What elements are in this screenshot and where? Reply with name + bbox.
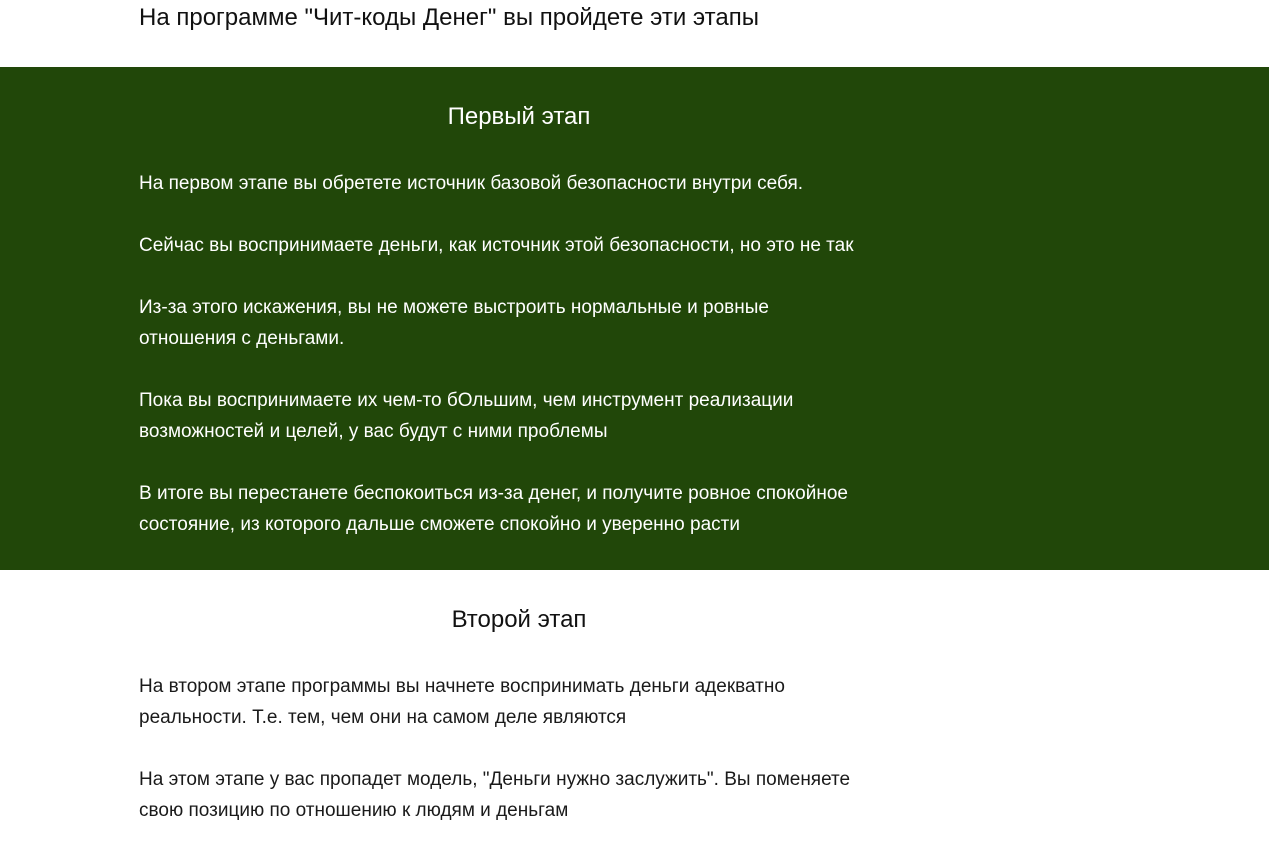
stage-one-title: Первый этап <box>447 103 591 130</box>
paragraph-line: Пока вы воспринимаете их чем-то бОльшим, чем инструмент реализации <box>139 390 794 411</box>
paragraph-line: В итоге вы перестанете беспокоиться из-за денег, и получите ровное спокойное <box>139 483 848 504</box>
stage-one-paragraph <box>139 168 929 199</box>
stage-two-paragraphs <box>139 671 929 857</box>
stage-one-paragraph <box>139 230 929 261</box>
paragraph-line: На втором этапе программы вы начнете воспринимать деньги адекватно <box>139 676 785 697</box>
paragraph-line: реальности. Т.е. тем, чем они на самом деле являются <box>139 707 627 728</box>
stage-one-paragraphs <box>139 168 929 571</box>
paragraph-line: свою позицию по отношению к людям и деньгам <box>139 800 569 821</box>
paragraph-line: Сейчас вы воспринимаете деньги, как источник этой безопасности, но это не так <box>139 235 854 256</box>
stage-one-paragraph <box>139 292 929 354</box>
stage-one-paragraph <box>139 385 929 447</box>
page-heading: На программе "Чит-коды Денег" вы пройдете эти этапы <box>139 4 759 31</box>
paragraph-line: На этом этапе у вас пропадет модель, "Деньги нужно заслужить". Вы поменяете <box>139 769 851 790</box>
paragraph-line: отношения с деньгами. <box>139 328 345 349</box>
stage-two-paragraph <box>139 671 929 733</box>
paragraph-line: Из-за этого искажения, вы не можете выстроить нормальные и ровные <box>139 297 769 318</box>
paragraph-line: возможностей и целей, у вас будут с ними проблемы <box>139 421 608 442</box>
stage-two-title: Второй этап <box>451 606 587 633</box>
paragraph-line: состояние, из которого дальше сможете спокойно и уверенно расти <box>139 514 740 535</box>
stage-two-section <box>0 570 1269 841</box>
stage-one-section <box>0 67 1269 570</box>
stage-two-paragraph <box>139 764 929 826</box>
paragraph-line: На первом этапе вы обретете источник базовой безопасности внутри себя. <box>139 173 804 194</box>
stage-one-paragraph <box>139 478 929 540</box>
